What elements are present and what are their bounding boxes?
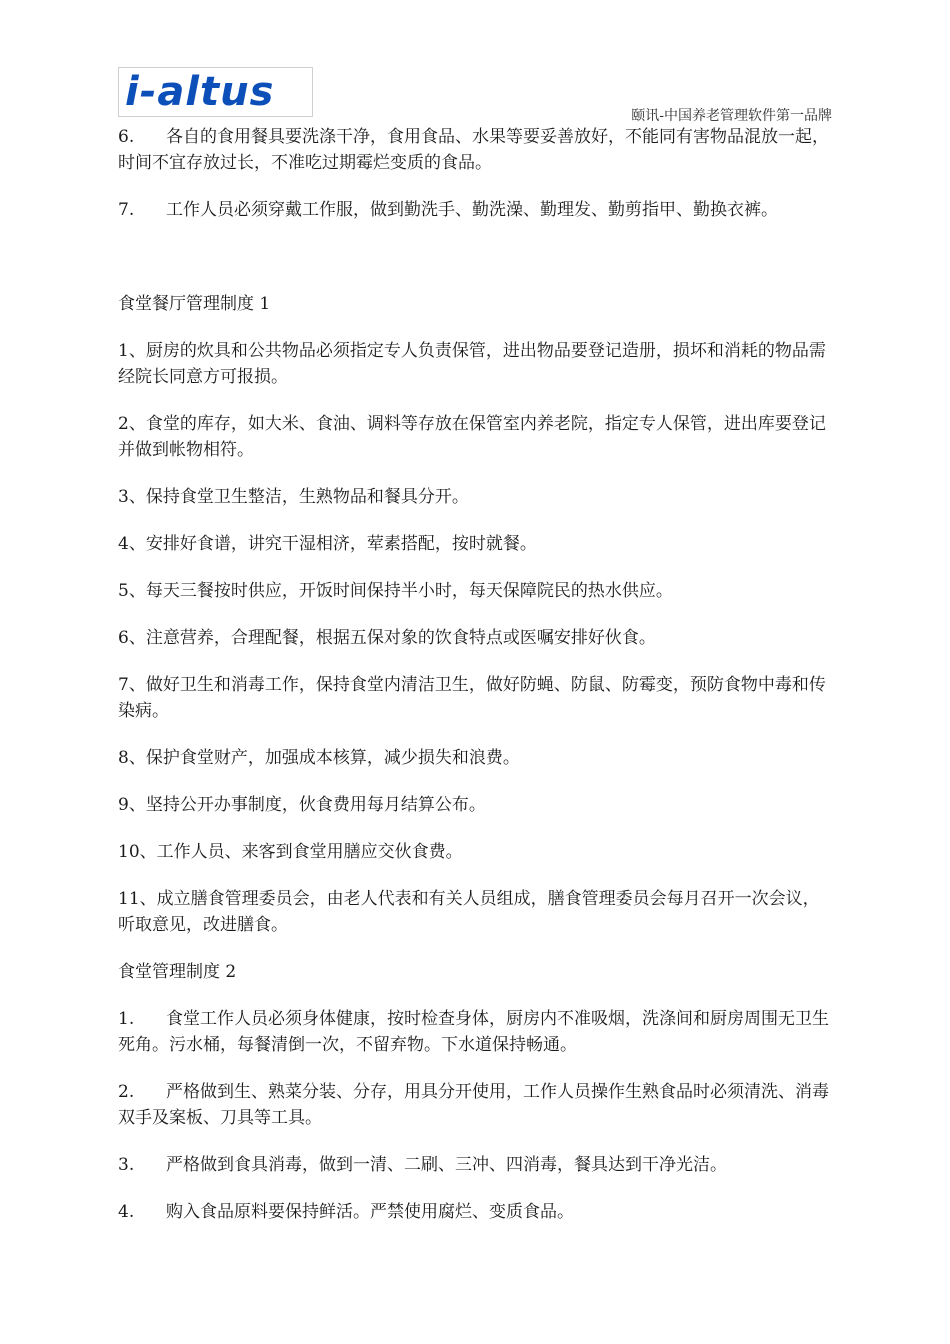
list-item: 11、成立膳食管理委员会，由老人代表和有关人员组成，膳食管理委员会每月召开一次会议，听取意见，改进膳食。 [118, 889, 820, 935]
list-item [118, 197, 832, 223]
item-text: 食堂工作人员必须身体健康，按时检查身体，厨房内不准吸烟，洗涤间和厨房周围无卫生死角。污水桶，每餐清倒一次，不留弃物。下水道保持畅通。 [118, 1009, 829, 1055]
item-number: 7. [118, 200, 135, 220]
item-number: 6. [118, 127, 135, 147]
document-body [118, 124, 832, 1246]
list-item [118, 1152, 832, 1178]
logo-text: i-altus [125, 69, 275, 115]
list-item: 3、保持食堂卫生整洁，生熟物品和餐具分开。 [118, 487, 469, 507]
list-item: 1、厨房的炊具和公共物品必须指定专人负责保管，进出物品要登记造册，损坏和消耗的物品需经院长同意方可报损。 [118, 341, 826, 387]
list-item: 7、做好卫生和消毒工作，保持食堂内清洁卫生，做好防蝇、防鼠、防霉变，预防食物中毒和传染病。 [118, 675, 826, 721]
page-header [118, 67, 832, 124]
company-logo [118, 67, 313, 117]
item-text: 严格做到生、熟菜分装、分存，用具分开使用，工作人员操作生熟食品时必须清洗、消毒双手及案板、刀具等工具。 [118, 1082, 829, 1128]
item-text: 工作人员必须穿戴工作服，做到勤洗手、勤洗澡、勤理发、勤剪指甲、勤换衣裤。 [166, 200, 778, 220]
list-item [118, 1199, 832, 1225]
item-text: 各自的食用餐具要洗涤干净，食用食品、水果等要妥善放好，不能同有害物品混放一起，时间不宜存放过长，不准吃过期霉烂变质的食品。 [118, 127, 829, 173]
list-item: 4、安排好食谱，讲究干湿相济，荤素搭配，按时就餐。 [118, 534, 537, 554]
list-item: 2、食堂的库存，如大米、食油、调料等存放在保管室内养老院，指定专人保管，进出库要登记并做到帐物相符。 [118, 414, 826, 460]
item-number: 3. [118, 1155, 135, 1175]
list-item [118, 124, 832, 176]
list-item: 5、每天三餐按时供应，开饭时间保持半小时，每天保障院民的热水供应。 [118, 581, 673, 601]
section-gap [118, 244, 832, 291]
list-item: 9、坚持公开办事制度，伙食费用每月结算公布。 [118, 795, 486, 815]
list-item [118, 1079, 832, 1131]
item-number: 2. [118, 1082, 135, 1102]
item-number: 1. [118, 1009, 135, 1029]
section-title: 食堂管理制度 2 [118, 962, 237, 982]
list-item [118, 1006, 832, 1058]
list-item: 6、注意营养，合理配餐，根据五保对象的饮食特点或医嘱安排好伙食。 [118, 628, 656, 648]
list-item: 10、工作人员、来客到食堂用膳应交伙食费。 [118, 842, 463, 862]
list-item: 8、保护食堂财产，加强成本核算，减少损失和浪费。 [118, 748, 520, 768]
item-text: 严格做到食具消毒，做到一清、二刷、三冲、四消毒，餐具达到干净光洁。 [166, 1155, 727, 1175]
header-tagline: 颐讯-中国养老管理软件第一品牌 [631, 108, 832, 124]
item-text: 购入食品原料要保持鲜活。严禁使用腐烂、变质食品。 [166, 1202, 574, 1222]
section-title: 食堂餐厅管理制度 1 [118, 294, 271, 314]
item-number: 4. [118, 1202, 135, 1222]
